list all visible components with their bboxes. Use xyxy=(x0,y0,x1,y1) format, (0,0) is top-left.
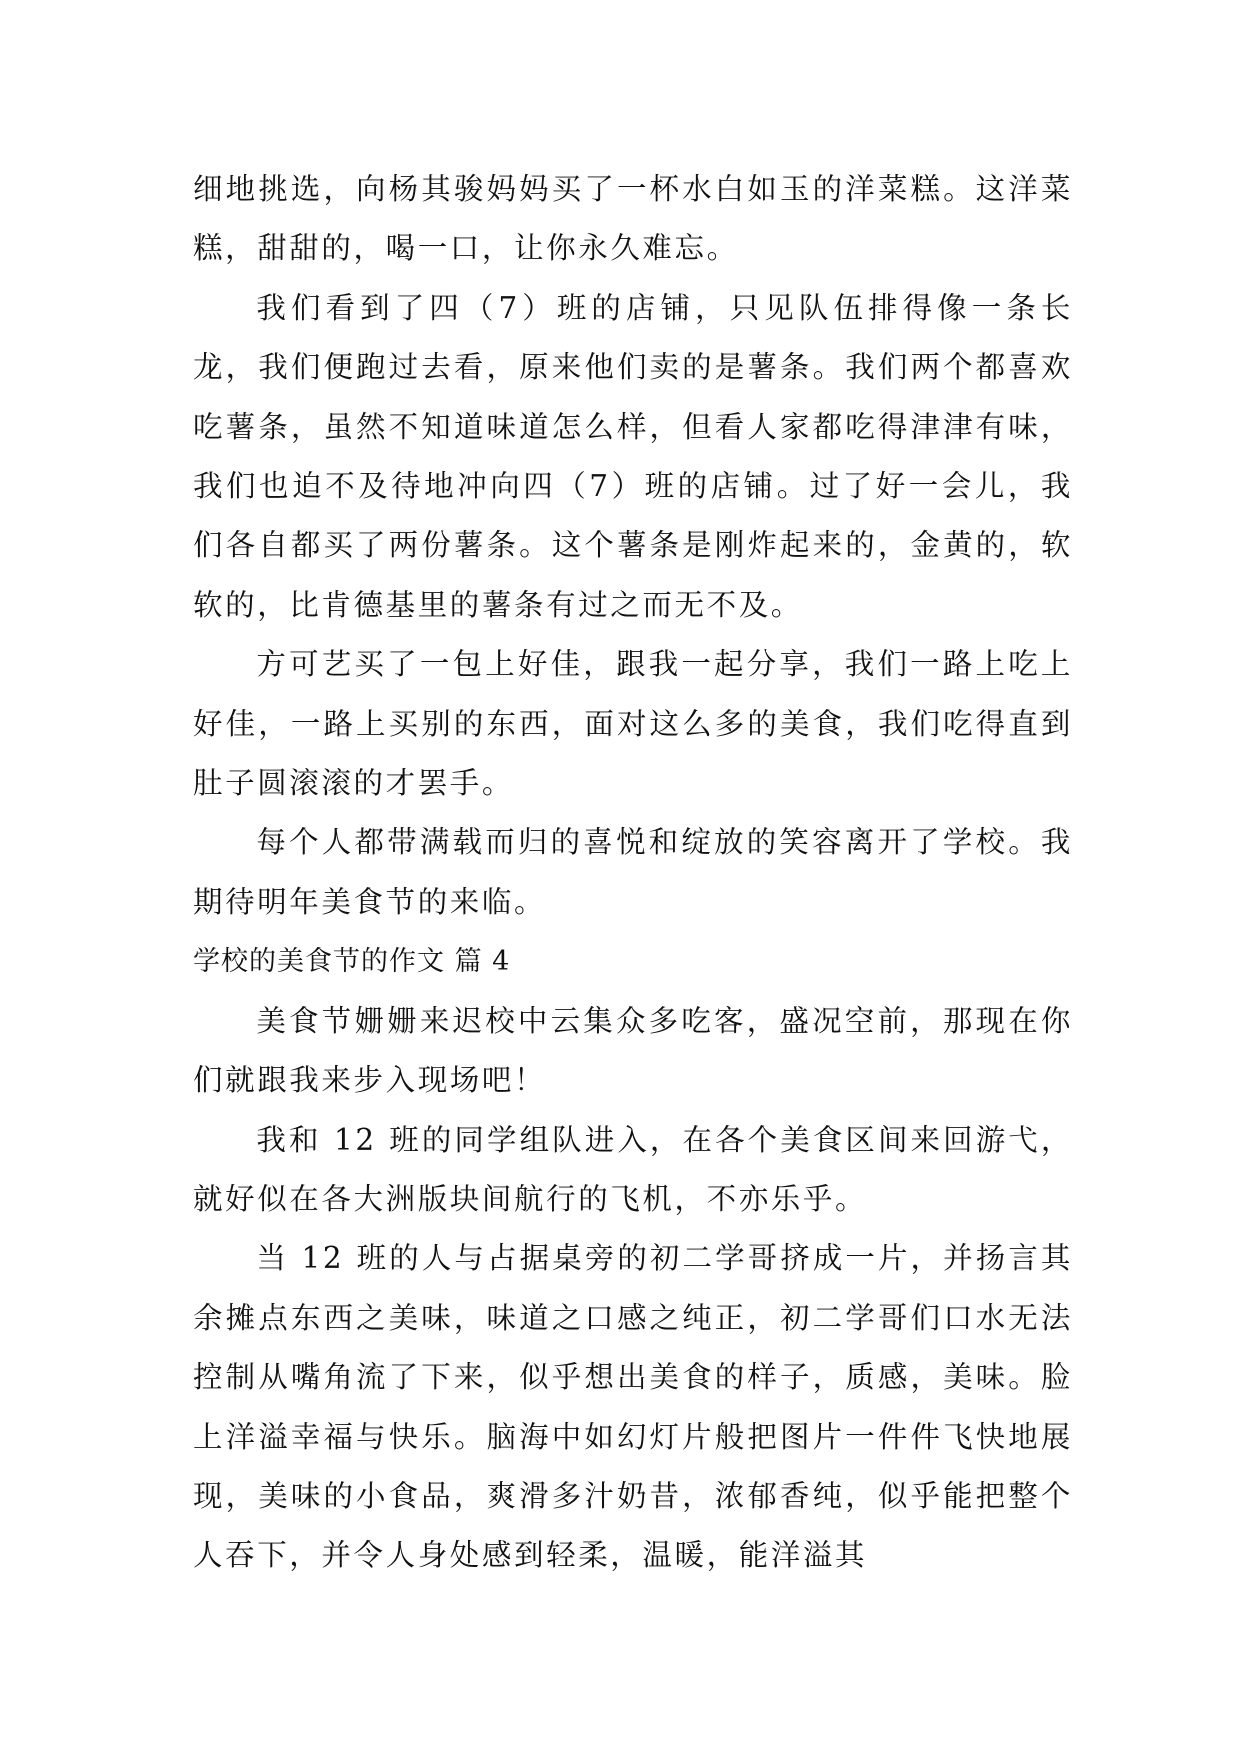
section-heading: 学校的美食节的作文 篇 4 xyxy=(193,946,511,978)
paragraph-french-fries: 我们看到了四（7）班的店铺，只见队伍排得像一条长龙，我们便跑过去看，原来他们卖的是薯条。我们两个都喜欢吃薯条，虽然不知道味道怎么样，但看人家都吃得津津有味，我们也迫不及待地冲向四（7）班的店铺。过了好一会儿，我们各自都买了两份薯条。这个薯条是刚炸起来的，金黄的，软软的，比肯德基里的薯条有过之而无不及。 xyxy=(193,290,1073,622)
paragraph-intro: 美食节姗姗来迟校中云集众多吃客，盛况空前，那现在你们就跟我来步入现场吧！ xyxy=(193,1003,1073,1098)
paragraph-conclusion: 每个人都带满载而归的喜悦和绽放的笑容离开了学校。我期待明年美食节的来临。 xyxy=(193,825,1073,919)
paragraph-class-12: 我和 12 班的同学组队进入，在各个美食区间来回游弋，就好似在各大洲版块间航行的飞机，不亦乐乎。 xyxy=(193,1122,1073,1216)
paragraph-description: 当 12 班的人与占据桌旁的初二学哥挤成一片，并扬言其余摊点东西之美味，味道之口感之纯正，初二学哥们口水无法控制从嘴角流了下来，似乎想出美食的样子，质感，美味。脸上洋溢幸福与快乐。脑海中如幻灯片般把图片一件件飞快地展现，美味的小食品，爽滑多汁奶昔，浓郁香纯，似乎能把整个人吞下，并令人身处感到轻柔，温暖，能洋溢其 xyxy=(193,1241,1073,1573)
document-body xyxy=(193,160,1073,1586)
paragraph-snack-sharing: 方可艺买了一包上好佳，跟我一起分享，我们一路上吃上好佳，一路上买别的东西，面对这么多的美食，我们吃得直到肚子圆滚滚的才罢手。 xyxy=(193,647,1073,801)
paragraph-continued: 细地挑选，向杨其骏妈妈买了一杯水白如玉的洋菜糕。这洋菜糕，甜甜的，喝一口，让你永久难忘。 xyxy=(193,172,1073,266)
